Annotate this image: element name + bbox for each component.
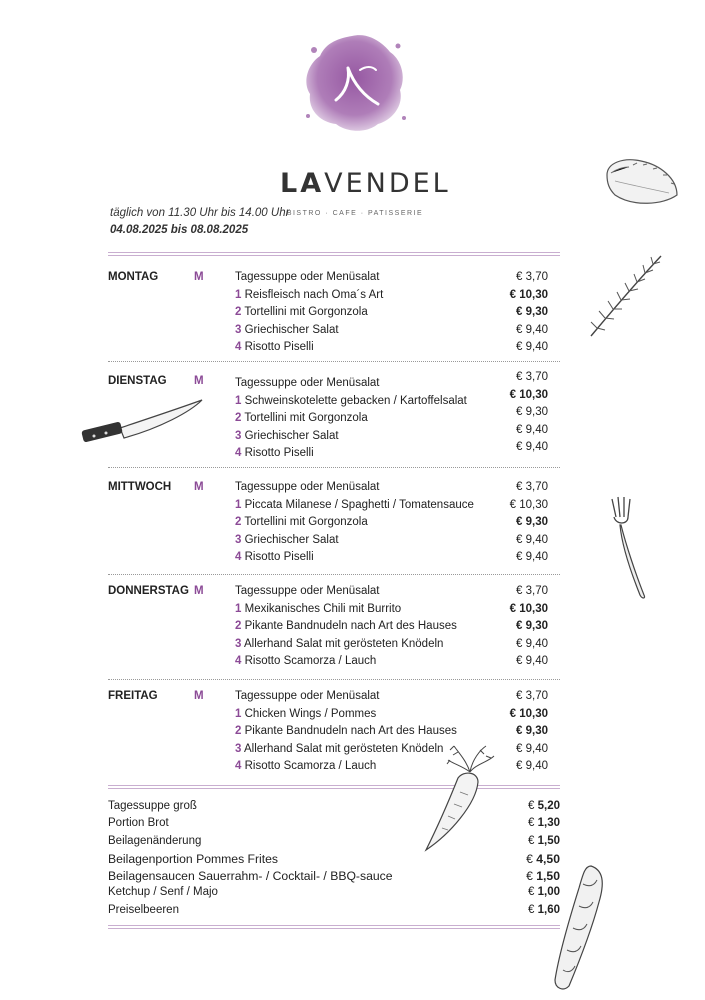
menu-item: 3 Allerhand Salat mit gerösteten Knödeln € 9,40 [235, 637, 548, 650]
day-name: MITTWOCH [108, 481, 172, 493]
dumpling-icon [603, 155, 681, 209]
day-separator [108, 467, 560, 468]
menu-item-price: € 10,30 [509, 498, 548, 511]
menu-item: 3 Griechischer Salat € 9,40 [235, 323, 548, 336]
extra-item: Preiselbeeren € 1,60 [108, 903, 560, 916]
extra-item: Tagessuppe groß € 5,20 [108, 800, 560, 812]
extra-item-price: € 1,30 [528, 817, 560, 830]
menu-item: 4 Risotto Piselli € 9,40 [235, 551, 548, 563]
day-name: DONNERSTAG [108, 585, 189, 597]
lavender-logo-icon [300, 30, 410, 140]
menu-item-price: € 3,70 [516, 371, 548, 383]
opening-hours: täglich von 11.30 Uhr bis 14.00 Uhr [110, 207, 290, 219]
brand-subtitle: BISTRO · CAFE · PATISSERIE [286, 210, 424, 217]
menu-item: 4 Risotto Scamorza / Lauch € 9,40 [235, 655, 548, 667]
day-marker: M [194, 690, 204, 702]
day-marker: M [194, 481, 204, 493]
menu-item: 1 Schweinskotelette gebacken / Kartoffelsalat € 10,30 [235, 388, 548, 407]
day-marker: M [194, 585, 204, 597]
menu-item-price: € 10,30 [509, 388, 548, 401]
menu-item-price: € 9,40 [516, 742, 548, 755]
week-dates: 04.08.2025 bis 08.08.2025 [110, 224, 249, 236]
menu-item: 3 Allerhand Salat mit gerösteten Knödeln € 9,40 [235, 742, 548, 755]
menu-item: 1 Reisfleisch nach Oma´s Art € 10,30 [235, 288, 548, 301]
menu-item-price: € 9,30 [516, 406, 548, 418]
menu-item: 2 Tortellini mit Gorgonzola € 9,30 [235, 406, 548, 424]
menu-item-price: € 9,40 [516, 341, 548, 353]
day-name: FREITAG [108, 690, 158, 702]
brand-name [280, 168, 451, 199]
fork-icon [608, 495, 652, 601]
extra-item-price: € 1,60 [528, 903, 560, 916]
brand-logo [280, 30, 451, 217]
extra-item-price: € 5,20 [528, 800, 560, 812]
menu-item: 4 Risotto Piselli € 9,40 [235, 441, 548, 459]
menu-item: Tagessuppe oder Menüsalat € 3,70 [235, 585, 548, 597]
menu-item-price: € 9,40 [516, 637, 548, 650]
menu-item-price: € 9,30 [516, 725, 548, 737]
baguette-icon [553, 862, 607, 992]
menu-item: 4 Risotto Piselli € 9,40 [235, 341, 548, 353]
menu-item-price: € 9,40 [516, 655, 548, 667]
menu-item: 2 Pikante Bandnudeln nach Art des Hauses € 9,30 [235, 620, 548, 632]
menu-item-price: € 3,70 [516, 271, 548, 283]
menu-item: 2 Tortellini mit Gorgonzola € 9,30 [235, 516, 548, 528]
extra-item: Beilagensaucen Sauerrahm- / Cocktail- / BBQ-sauce € 1,50 [108, 869, 560, 884]
knife-icon [80, 398, 204, 446]
extra-item: Beilagenportion Pommes Frites € 4,50 [108, 851, 560, 866]
extra-item-price: € 1,00 [528, 886, 560, 899]
day-marker: M [194, 375, 204, 387]
extra-item: Portion Brot € 1,30 [108, 817, 560, 830]
menu-item: 3 Griechischer Salat € 9,40 [235, 423, 548, 442]
day-name: MONTAG [108, 271, 159, 283]
menu-item: 4 Risotto Scamorza / Lauch € 9,40 [235, 760, 548, 772]
menu-item-price: € 9,40 [516, 551, 548, 563]
day-separator [108, 679, 560, 680]
menu-item-price: € 3,70 [516, 585, 548, 597]
menu-item: Tagessuppe oder Menüsalat € 3,70 [235, 481, 548, 493]
menu-item: 1 Mexikanisches Chili mit Burrito € 10,30 [235, 602, 548, 615]
menu-item-price: € 9,40 [516, 760, 548, 772]
brand-name-rest: VENDEL [324, 168, 451, 199]
extra-item-price: € 1,50 [526, 869, 560, 884]
menu-item: Tagessuppe oder Menüsalat € 3,70 [235, 371, 548, 389]
carrot-icon [420, 742, 498, 854]
day-separator [108, 574, 560, 575]
menu-item: 2 Pikante Bandnudeln nach Art des Hauses € 9,30 [235, 725, 548, 737]
day-separator [108, 361, 560, 362]
divider [108, 252, 560, 256]
menu-item-price: € 9,30 [516, 516, 548, 528]
menu-item: 3 Griechischer Salat € 9,40 [235, 533, 548, 546]
extra-item-price: € 1,50 [528, 834, 560, 847]
menu-item-price: € 9,30 [516, 620, 548, 632]
menu-item: 1 Piccata Milanese / Spaghetti / Tomatensauce € 10,30 [235, 498, 548, 511]
menu-item-price: € 3,70 [516, 690, 548, 702]
menu-item-price: € 10,30 [509, 288, 548, 301]
menu-item-price: € 3,70 [516, 481, 548, 493]
menu-item-price: € 9,40 [516, 323, 548, 336]
rosemary-icon [585, 252, 665, 342]
menu-item-price: € 9,40 [516, 423, 548, 436]
menu-item: 2 Tortellini mit Gorgonzola € 9,30 [235, 306, 548, 318]
menu-item-price: € 9,40 [516, 441, 548, 453]
menu-item-price: € 9,40 [516, 533, 548, 546]
divider [108, 925, 560, 929]
menu-item-price: € 9,30 [516, 306, 548, 318]
extra-item-price: € 4,50 [526, 851, 560, 866]
menu-item: Tagessuppe oder Menüsalat € 3,70 [235, 271, 548, 283]
extra-item: Ketchup / Senf / Majo € 1,00 [108, 886, 560, 899]
menu-item-price: € 10,30 [509, 707, 548, 720]
day-marker: M [194, 271, 204, 283]
menu-item-price: € 10,30 [509, 602, 548, 615]
menu-item: 1 Chicken Wings / Pommes € 10,30 [235, 707, 548, 720]
menu-item: Tagessuppe oder Menüsalat € 3,70 [235, 690, 548, 702]
extra-item: Beilagenänderung € 1,50 [108, 834, 560, 847]
brand-name-bold: LA [280, 168, 325, 199]
day-name: DIENSTAG [108, 375, 167, 387]
